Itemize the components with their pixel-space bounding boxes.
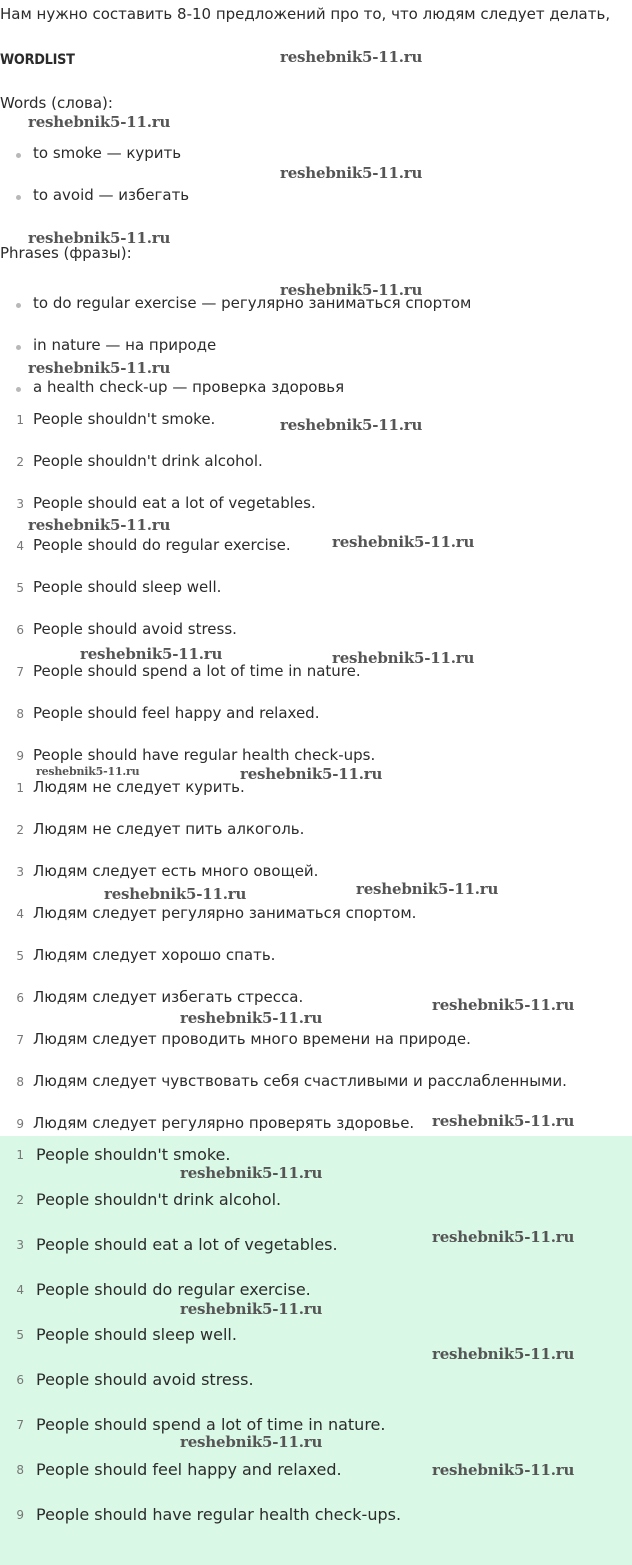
list-number: 1 [16,413,24,427]
answer-item: People should spend a lot of time in nature. [36,1415,386,1434]
answer-item: People should eat a lot of vegetables. [36,1235,338,1254]
watermark: reshebnik5-11.ru [180,1433,323,1451]
list-item: People should do regular exercise. [33,536,291,554]
answer-block [0,1136,632,1565]
answer-item: People shouldn't drink alcohol. [36,1190,282,1209]
list-number: 8 [16,1463,24,1477]
list-number: 4 [16,907,24,921]
watermark: reshebnik5-11.ru [280,281,423,299]
list-number: 4 [16,1283,24,1297]
list-number: 2 [16,1193,24,1207]
list-item: Людям следует есть много овощей. [33,862,319,880]
watermark: reshebnik5-11.ru [28,516,171,534]
watermark: reshebnik5-11.ru [332,649,475,667]
watermark: reshebnik5-11.ru [240,765,383,783]
list-item: People should sleep well. [33,578,222,596]
word-item: to smoke — курить [33,144,182,162]
watermark: reshebnik5-11.ru [280,416,423,434]
list-number: 3 [16,497,24,511]
list-number: 5 [16,949,24,963]
list-item: Людям следует регулярно проверять здоровье. [33,1114,415,1132]
list-item: Людям следует чувствовать себя счастливыми и расслабленными. [33,1072,567,1090]
watermark: reshebnik5-11.ru [28,359,171,377]
bullet-icon [16,303,21,308]
watermark: reshebnik5-11.ru [432,996,575,1014]
watermark: reshebnik5-11.ru [432,1345,575,1363]
watermark: reshebnik5-11.ru [36,765,140,778]
watermark: reshebnik5-11.ru [28,113,171,131]
watermark: reshebnik5-11.ru [80,645,223,663]
list-item: People should spend a lot of time in nature. [33,662,361,680]
watermark: reshebnik5-11.ru [28,229,171,247]
watermark: reshebnik5-11.ru [432,1228,575,1246]
answer-item: People should have regular health check-ups. [36,1505,402,1524]
phrase-item: to do regular exercise — регулярно заниматься спортом [33,294,472,312]
list-item: People should feel happy and relaxed. [33,704,320,722]
list-number: 8 [16,707,24,721]
list-number: 4 [16,539,24,553]
list-number: 7 [16,665,24,679]
answer-item: People shouldn't smoke. [36,1145,231,1164]
list-item: Людям следует регулярно заниматься спортом. [33,904,417,922]
bullet-icon [16,153,21,158]
list-number: 2 [16,823,24,837]
watermark: reshebnik5-11.ru [356,880,499,898]
answer-item: People should do regular exercise. [36,1280,311,1299]
answer-item: People should feel happy and relaxed. [36,1460,342,1479]
list-item: People shouldn't smoke. [33,410,216,428]
intro-text: Нам нужно составить 8-10 предложений про то, что людям следует делать, [0,5,611,23]
list-number: 3 [16,1238,24,1252]
list-number: 6 [16,991,24,1005]
list-number: 7 [16,1418,24,1432]
list-item: Людям следует проводить много времени на природе. [33,1030,471,1048]
list-item: Людям следует хорошо спать. [33,946,276,964]
list-item: Людям не следует пить алкоголь. [33,820,305,838]
list-number: 9 [16,749,24,763]
bullet-icon [16,195,21,200]
watermark: reshebnik5-11.ru [180,1009,323,1027]
list-item: People should eat a lot of vegetables. [33,494,316,512]
list-number: 2 [16,455,24,469]
answer-item: People should sleep well. [36,1325,237,1344]
list-number: 5 [16,1328,24,1342]
list-number: 1 [16,1148,24,1162]
watermark: reshebnik5-11.ru [180,1164,323,1182]
watermark: reshebnik5-11.ru [280,164,423,182]
watermark: reshebnik5-11.ru [332,533,475,551]
bullet-icon [16,345,21,350]
word-item: to avoid — избегать [33,186,190,204]
list-number: 6 [16,1373,24,1387]
list-number: 6 [16,623,24,637]
list-number: 8 [16,1075,24,1089]
phrase-item: a health check-up — проверка здоровья [33,378,345,396]
list-number: 1 [16,781,24,795]
watermark: reshebnik5-11.ru [432,1461,575,1479]
list-item: Людям не следует курить. [33,778,245,796]
phrase-item: in nature — на природе [33,336,217,354]
bullet-icon [16,387,21,392]
phrases-label: Phrases (фразы): [0,244,132,262]
list-number: 9 [16,1117,24,1131]
answer-item: People should avoid stress. [36,1370,254,1389]
watermark: reshebnik5-11.ru [432,1112,575,1130]
list-item: People shouldn't drink alcohol. [33,452,263,470]
list-item: People should have regular health check-ups. [33,746,376,764]
watermark: reshebnik5-11.ru [180,1300,323,1318]
words-label: Words (слова): [0,94,113,112]
watermark: reshebnik5-11.ru [280,48,423,66]
list-number: 3 [16,865,24,879]
watermark: reshebnik5-11.ru [104,885,247,903]
list-number: 5 [16,581,24,595]
list-item: People should avoid stress. [33,620,237,638]
wordlist-heading: WORDLIST [0,52,75,68]
list-item: Людям следует избегать стресса. [33,988,304,1006]
list-number: 7 [16,1033,24,1047]
list-number: 9 [16,1508,24,1522]
